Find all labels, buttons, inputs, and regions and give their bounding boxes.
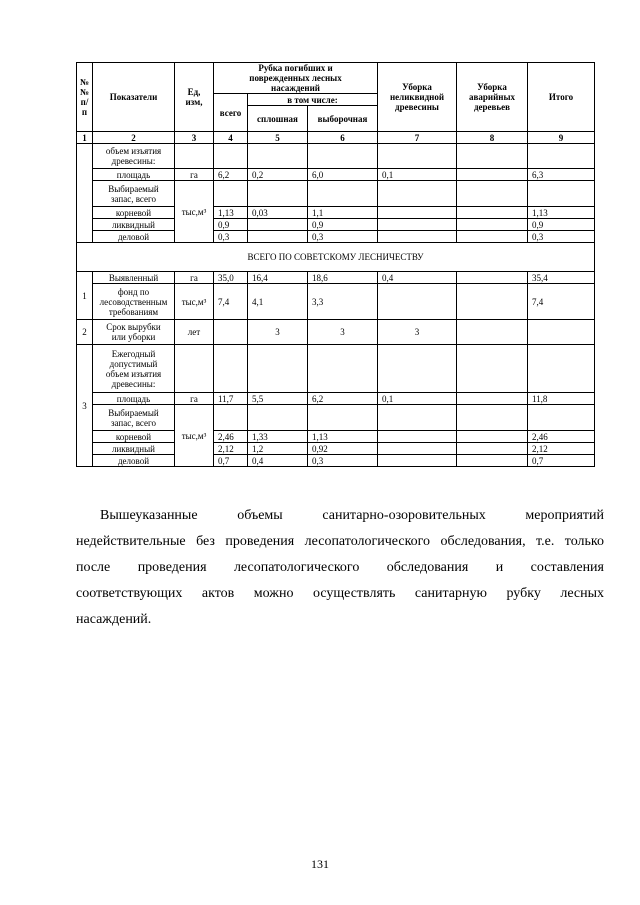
row3-volume-label: Ежегодный допустимый объем изъятия древесины: [93, 345, 175, 393]
row1-num: 1 [77, 272, 93, 320]
idx-2: 2 [93, 132, 175, 144]
header-num: № № п/ п [77, 63, 93, 132]
idx-5: 5 [248, 132, 308, 144]
idx-8: 8 [457, 132, 528, 144]
paragraph-line-5: насаждений. [76, 612, 152, 627]
idx-9: 9 [528, 132, 595, 144]
page-number: 131 [311, 857, 329, 871]
table-row: ликвидный 2,12 1,2 0,92 2,12 [77, 443, 595, 455]
header-selective: выборочная [308, 106, 378, 132]
header-cut-group: Рубка погибших и поврежденных лесных насаждений [214, 63, 378, 94]
section-title: ВСЕГО ПО СОВЕТСКОМУ ЛЕСНИЧЕСТВУ [77, 243, 595, 272]
paragraph-line-4: соответствующих актов можно осуществлять санитарную рубку лесных [76, 586, 604, 601]
table-row: площадь га 11,7 5,5 6,2 0,1 11,8 [77, 393, 595, 405]
table-row: корневой 1,13 0,03 1,1 1,13 [77, 207, 595, 219]
table-row: площадь га 6,2 0,2 6,0 0,1 6,3 [77, 169, 595, 181]
row3-num: 3 [77, 345, 93, 467]
top-stock-unit: тыс,м³ [175, 181, 214, 243]
idx-3: 3 [175, 132, 214, 144]
top-stock-label: Выбираемый запас, всего [93, 181, 175, 207]
idx-7: 7 [378, 132, 457, 144]
table-row: корневой 2,46 1,33 1,13 2,46 [77, 431, 595, 443]
table-row: 2 Срок вырубки или уборки лет 3 3 3 [77, 320, 595, 345]
paragraph-line-3: после проведения лесопатологического обследования и составления [76, 560, 604, 575]
row3-stock-unit: тыс,м³ [175, 405, 214, 467]
header-incl: в том числе: [248, 94, 378, 106]
header-illiquid: Уборка неликвидной древесины [378, 63, 457, 132]
idx-1: 1 [77, 132, 93, 144]
table-row: ликвидный 0,9 0,9 0,9 [77, 219, 595, 231]
paragraph-line-2: недействительные без проведения лесопатологического обследования, т.е. только [76, 534, 604, 549]
header-unit: Ед, изм, [175, 63, 214, 132]
top-volume-label: объем изъятия древесины: [93, 144, 175, 169]
paragraph-line-1: Вышеуказанные объемы санитарно-озоровительных мероприятий [100, 508, 604, 523]
header-itogo: Итого [528, 63, 595, 132]
body-paragraph [76, 503, 604, 633]
header-indicator: Показатели [93, 63, 175, 132]
header-emergency: Уборка аварийных деревьев [457, 63, 528, 132]
table-row: 1 Выявленный га 35,0 16,4 18,6 0,4 35,4 [77, 272, 595, 284]
header-solid: сплошная [248, 106, 308, 132]
top-num [77, 144, 93, 243]
header-total: всего [214, 94, 248, 132]
row3-stock-label: Выбираемый запас, всего [93, 405, 175, 431]
idx-4: 4 [214, 132, 248, 144]
idx-6: 6 [308, 132, 378, 144]
table-row: фонд по лесоводственным требованиям тыс,м³ 7,4 4,1 3,3 7,4 [77, 284, 595, 320]
data-table [76, 62, 595, 467]
table-row: деловой 0,7 0,4 0,3 0,7 [77, 455, 595, 467]
table-row: деловой 0,3 0,3 0,3 [77, 231, 595, 243]
row2-num: 2 [77, 320, 93, 345]
